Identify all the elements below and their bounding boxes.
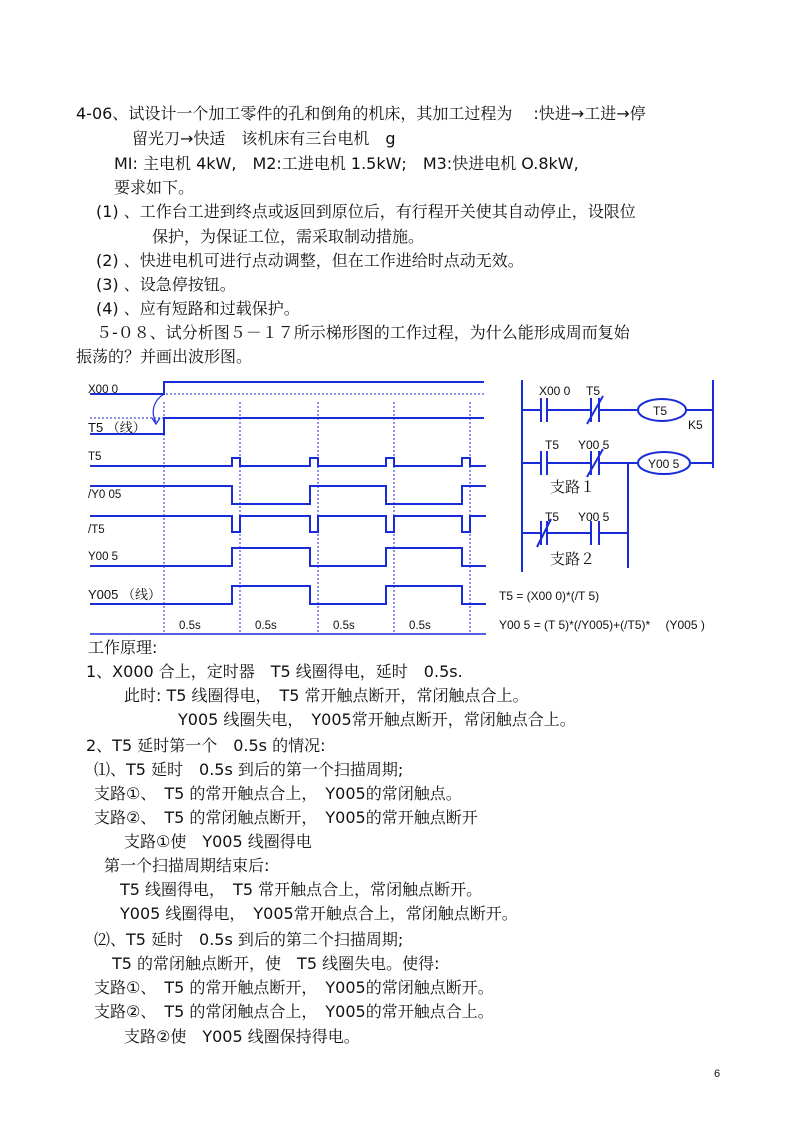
- ladder-t5-nc-label-1: T5: [586, 384, 601, 398]
- explain-line-2: 1、X000 合上，定时器 T5 线圈得电，延时 0.5s.: [86, 662, 463, 681]
- ladder-t5-no-label: T5: [545, 438, 560, 452]
- ladder-y005-no-label: Y00 5: [578, 510, 610, 524]
- explain-line-1: 工作原理:: [88, 638, 158, 657]
- ladder-t5-coil-label: T5: [653, 404, 668, 418]
- signal-t5: T5: [88, 451, 102, 463]
- ladder-branch-1: 支路１: [550, 478, 596, 496]
- problem-line-1: 4-06、试设计一个加工零件的孔和倒角的机床，其加工过程为 :快进→工进→停: [76, 104, 646, 123]
- explain-line-17: 支路②使 Y005 线圈保持得电。: [124, 1027, 360, 1046]
- explain-line-12: Y005 线圈得电， Y005常开触点合上，常闭触点断开。: [120, 904, 518, 923]
- explain-line-10: 第一个扫描周期结束后:: [104, 856, 270, 875]
- signal-y005: Y00 5: [88, 551, 119, 563]
- duration-2: 0.5s: [255, 620, 277, 632]
- duration-1: 0.5s: [179, 620, 201, 632]
- problem-line-6: 保护，为保证工位，需采取制动措施。: [152, 227, 425, 246]
- problem-line-3: MI: 主电机 4kW, M2:工进电机 1.5kW; M3:快进电机 O.8kW,: [114, 154, 579, 173]
- problem-line-5: (1) 、工作台工进到终点或返回到原位后，有行程开关使其自动停止，设限位: [96, 202, 636, 221]
- ladder-y005-coil-label: Y00 5: [648, 457, 680, 471]
- explain-line-4: Y005 线圈失电， Y005常开触点断开，常闭触点合上。: [178, 710, 576, 729]
- problem-line-9: (4) 、应有短路和过载保护。: [96, 299, 300, 318]
- signal-not-t5: /T5: [88, 524, 105, 536]
- ladder-diagram: [510, 376, 740, 586]
- explain-line-16: 支路②、 T5 的常闭触点合上， Y005的常开触点合上。: [94, 1002, 494, 1021]
- equation-t5: T5 = (X00 0)*(/T 5): [499, 589, 600, 603]
- explain-line-7: 支路①、 T5 的常开触点合上， Y005的常闭触点。: [94, 784, 462, 803]
- ladder-branch-2: 支路２: [550, 550, 596, 568]
- duration-4: 0.5s: [409, 620, 431, 632]
- signal-x000: X00 0: [88, 384, 119, 396]
- equation-y005: Y00 5 = (T 5)*(/Y005)+(/T5)* (Y005 ): [499, 618, 705, 632]
- ladder-k5-label: K5: [688, 418, 703, 432]
- explain-line-9: 支路①使 Y005 线圈得电: [124, 832, 312, 851]
- ladder-t5-nc-label-2: T5: [545, 510, 560, 524]
- explain-line-14: T5 的常闭触点断开，使 T5 线圈失电。使得:: [112, 954, 440, 973]
- explain-line-3: 此时: T5 线圈得电， T5 常开触点断开，常闭触点合上。: [124, 686, 529, 705]
- signal-t5-coil: T5 （线）: [88, 420, 146, 435]
- problem-line-2: 留光刀→快适 该机床有三台电机 g: [132, 129, 396, 148]
- signal-not-y005: /Y0 05: [88, 489, 122, 501]
- signal-y005-coil: Y005 （线）: [88, 587, 161, 602]
- explain-line-6: ⑴、T5 延时 0.5s 到后的第一个扫描周期;: [94, 760, 404, 779]
- problem-line-10: ５-０８、试分析图５－１７所示梯形图的工作过程，为什么能形成周而复始: [96, 323, 630, 342]
- explain-line-11: T5 线圈得电， T5 常开触点合上，常闭触点断开。: [120, 880, 483, 899]
- explain-line-5: 2、T5 延时第一个 0.5s 的情况:: [86, 736, 326, 755]
- problem-line-4: 要求如下。: [114, 178, 195, 197]
- ladder-y005-nc-label: Y00 5: [578, 438, 610, 452]
- explain-line-13: ⑵、T5 延时 0.5s 到后的第二个扫描周期;: [94, 930, 404, 949]
- explain-line-8: 支路②、 T5 的常闭触点断开， Y005的常开触点断开: [94, 808, 478, 827]
- problem-line-8: (3) 、设急停按钮。: [96, 275, 236, 294]
- problem-line-11: 振荡的？并画出波形图。: [76, 347, 253, 366]
- problem-line-7: (2) 、快进电机可进行点动调整，但在工作进给时点动无效。: [96, 251, 524, 270]
- duration-3: 0.5s: [333, 620, 355, 632]
- page-number: 6: [714, 1068, 721, 1080]
- explain-line-15: 支路①、 T5 的常开触点断开， Y005的常闭触点断开。: [94, 978, 494, 997]
- ladder-x000-label: X00 0: [539, 384, 571, 398]
